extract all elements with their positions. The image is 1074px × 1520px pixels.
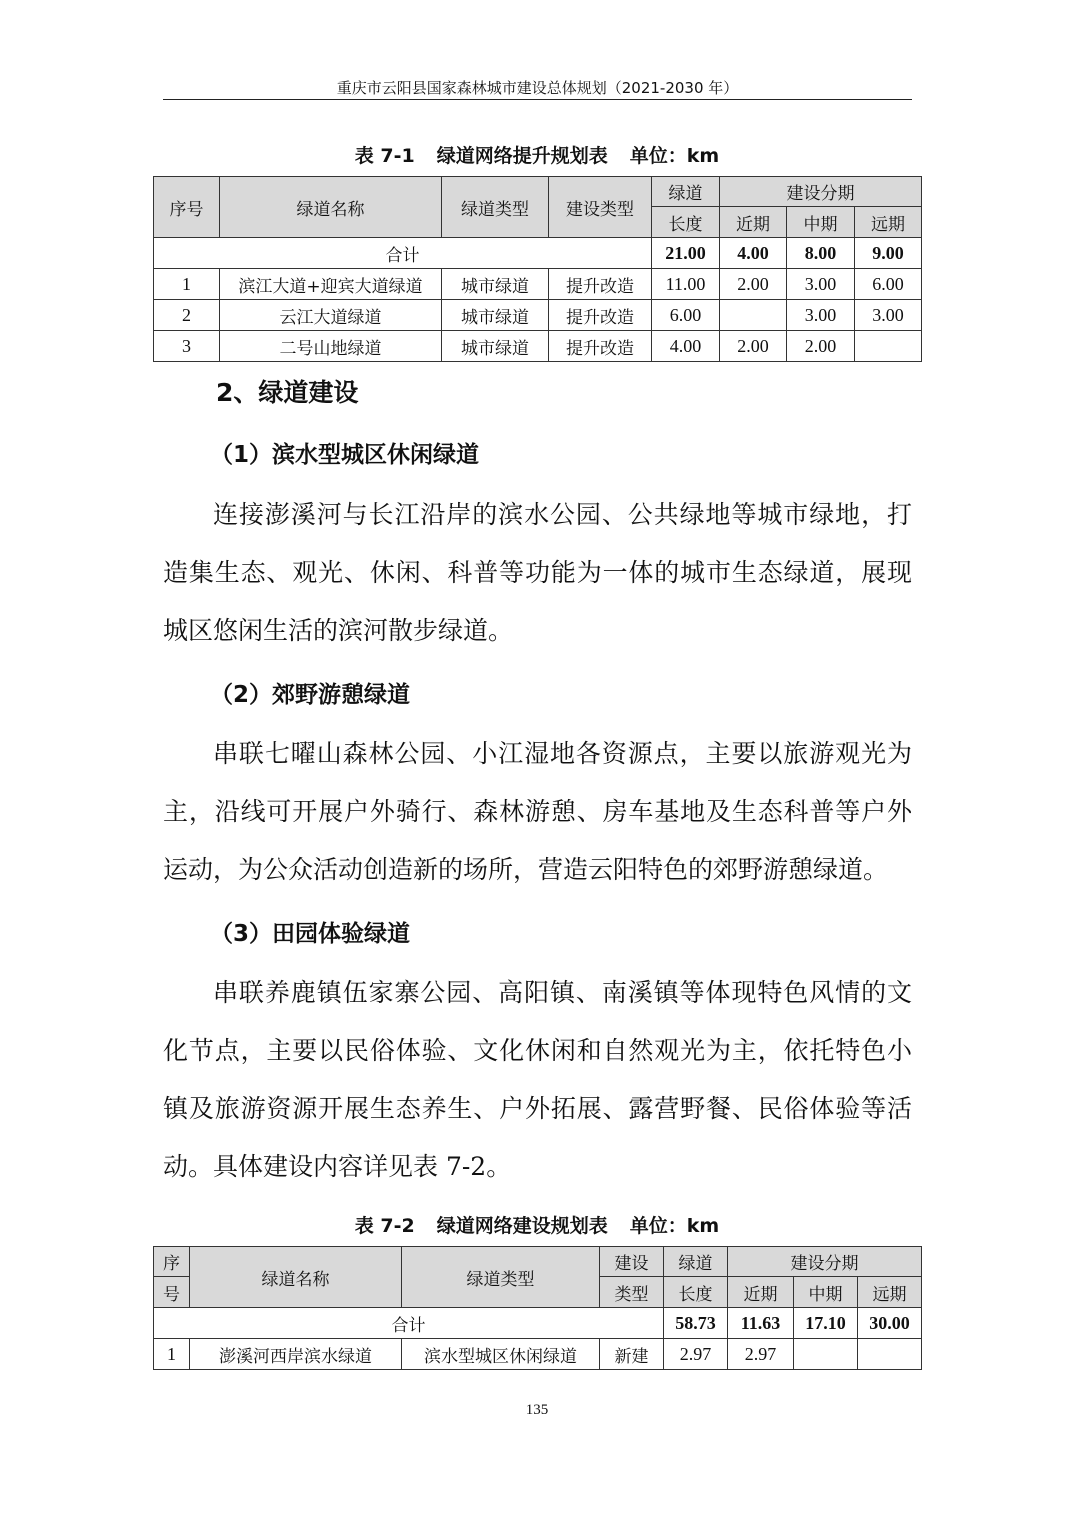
table2-header-no-line2: 号 (154, 1277, 190, 1308)
header-rule (163, 99, 912, 100)
table2-header-name: 绿道名称 (190, 1247, 402, 1308)
subsection-1-title: （1）滨水型城区休闲绿道 (210, 442, 480, 468)
table2-total-row (154, 1308, 922, 1339)
table2-header-build-line2: 类型 (600, 1277, 664, 1308)
table1-cell-type: 城市绿道 (442, 300, 549, 331)
subsection-2-paragraph: 串联七曜山森林公园、小江湿地各资源点，主要以旅游观光为主，沿线可开展户外骑行、森林游憩、房车基地及生态科普等户外运动，为公众活动创造新的场所，营造云阳特色的郊野游憩绿道。 (163, 739, 912, 884)
table1-header-mid: 中期 (787, 207, 855, 238)
table1-total-near: 4.00 (720, 238, 787, 269)
table1-header-far: 远期 (855, 207, 922, 238)
table2-cell-type: 滨水型城区休闲绿道 (402, 1339, 600, 1370)
table1-cell-mid: 2.00 (787, 331, 855, 362)
page-number: 135 (525, 1402, 549, 1418)
table1-cell-mid: 3.00 (787, 269, 855, 300)
table2-cell-near: 2.97 (728, 1339, 794, 1370)
table1-cell-type: 城市绿道 (442, 331, 549, 362)
table2-header-length-line1: 绿道 (664, 1247, 728, 1277)
table1-cell-length: 6.00 (652, 300, 720, 331)
subsection-2-title: （2）郊野游憩绿道 (210, 682, 411, 708)
table1-total-label: 合计 (154, 238, 652, 269)
table1-header-type: 绿道类型 (442, 177, 549, 238)
table1-cell-build: 提升改造 (549, 300, 652, 331)
table2 (153, 1246, 922, 1370)
table1-total-length: 21.00 (652, 238, 720, 269)
table2-cell-length: 2.97 (664, 1339, 728, 1370)
table1-cell-length: 4.00 (652, 331, 720, 362)
table2-header-near: 近期 (728, 1277, 794, 1308)
table1-header-near: 近期 (720, 207, 787, 238)
table1-cell-near: 2.00 (720, 331, 787, 362)
table1-caption-number: 表 7-1 (354, 145, 415, 167)
table2-cell-far (858, 1339, 922, 1370)
table1-cell-far (855, 331, 922, 362)
table2-header-no-line1: 序 (154, 1247, 190, 1277)
table1-header-length-line2: 长度 (652, 207, 720, 238)
table1-cell-length: 11.00 (652, 269, 720, 300)
table1-cell-no: 3 (154, 331, 220, 362)
table1-cell-name: 云江大道绿道 (220, 300, 442, 331)
table1-cell-no: 1 (154, 269, 220, 300)
table1-cell-name: 二号山地绿道 (220, 331, 442, 362)
table2-cell-mid (794, 1339, 858, 1370)
table1-header-no: 序号 (154, 177, 220, 238)
table1-total-row (154, 238, 922, 269)
running-header: 重庆市云阳县国家森林城市建设总体规划（2021-2030 年） (336, 79, 739, 97)
table2-caption (153, 1211, 921, 1238)
table2-cell-name: 澎溪河西岸滨水绿道 (190, 1339, 402, 1370)
table2-header-length-line2: 长度 (664, 1277, 728, 1308)
table2-header-phase: 建设分期 (728, 1247, 922, 1277)
table1-cell-type: 城市绿道 (442, 269, 549, 300)
table2-caption-title: 绿道网络建设规划表 (436, 1215, 608, 1237)
table2-total-length: 58.73 (664, 1308, 728, 1339)
subsection-3-title: （3）田园体验绿道 (210, 921, 411, 947)
table1-header-build-type: 建设类型 (549, 177, 652, 238)
table1-cell-near: 2.00 (720, 269, 787, 300)
table2-header-far: 远期 (858, 1277, 922, 1308)
table2-total-mid: 17.10 (794, 1308, 858, 1339)
table2-total-far: 30.00 (858, 1308, 922, 1339)
table1-cell-near (720, 300, 787, 331)
table-row (154, 1339, 922, 1370)
table1-cell-far: 6.00 (855, 269, 922, 300)
table1-cell-build: 提升改造 (549, 331, 652, 362)
table1-header-length-line1: 绿道 (652, 177, 720, 207)
table1-total-mid: 8.00 (787, 238, 855, 269)
table1-cell-name: 滨江大道+迎宾大道绿道 (220, 269, 442, 300)
table2-cell-build: 新建 (600, 1339, 664, 1370)
section-heading: 2、绿道建设 (216, 378, 359, 407)
table1-caption (153, 141, 921, 168)
subsection-3-paragraph: 串联养鹿镇伍家寨公园、高阳镇、南溪镇等体现特色风情的文化节点，主要以民俗体验、文化休闲和自然观光为主，依托特色小镇及旅游资源开展生态养生、户外拓展、露营野餐、民俗体验等活动。具体建设内容详见表 7-2。 (163, 978, 912, 1181)
table1 (153, 176, 922, 362)
table1-cell-mid: 3.00 (787, 300, 855, 331)
table-row (154, 269, 922, 300)
table1-header-phase: 建设分期 (720, 177, 922, 207)
table-row (154, 331, 922, 362)
table2-total-label: 合计 (154, 1308, 664, 1339)
table1-header-name: 绿道名称 (220, 177, 442, 238)
table1-cell-build: 提升改造 (549, 269, 652, 300)
table2-cell-no: 1 (154, 1339, 190, 1370)
table2-header-build-line1: 建设 (600, 1247, 664, 1277)
table2-caption-unit: 单位：km (629, 1215, 720, 1237)
table2-total-near: 11.63 (728, 1308, 794, 1339)
table2-header-type: 绿道类型 (402, 1247, 600, 1308)
table-row (154, 300, 922, 331)
table1-caption-unit: 单位：km (629, 145, 720, 167)
table1-total-far: 9.00 (855, 238, 922, 269)
table1-cell-far: 3.00 (855, 300, 922, 331)
table1-caption-title: 绿道网络提升规划表 (436, 145, 608, 167)
table2-caption-number: 表 7-2 (354, 1215, 415, 1237)
table1-cell-no: 2 (154, 300, 220, 331)
subsection-1-paragraph: 连接澎溪河与长江沿岸的滨水公园、公共绿地等城市绿地，打造集生态、观光、休闲、科普等功能为一体的城市生态绿道，展现城区悠闲生活的滨河散步绿道。 (163, 500, 912, 645)
table2-header-mid: 中期 (794, 1277, 858, 1308)
